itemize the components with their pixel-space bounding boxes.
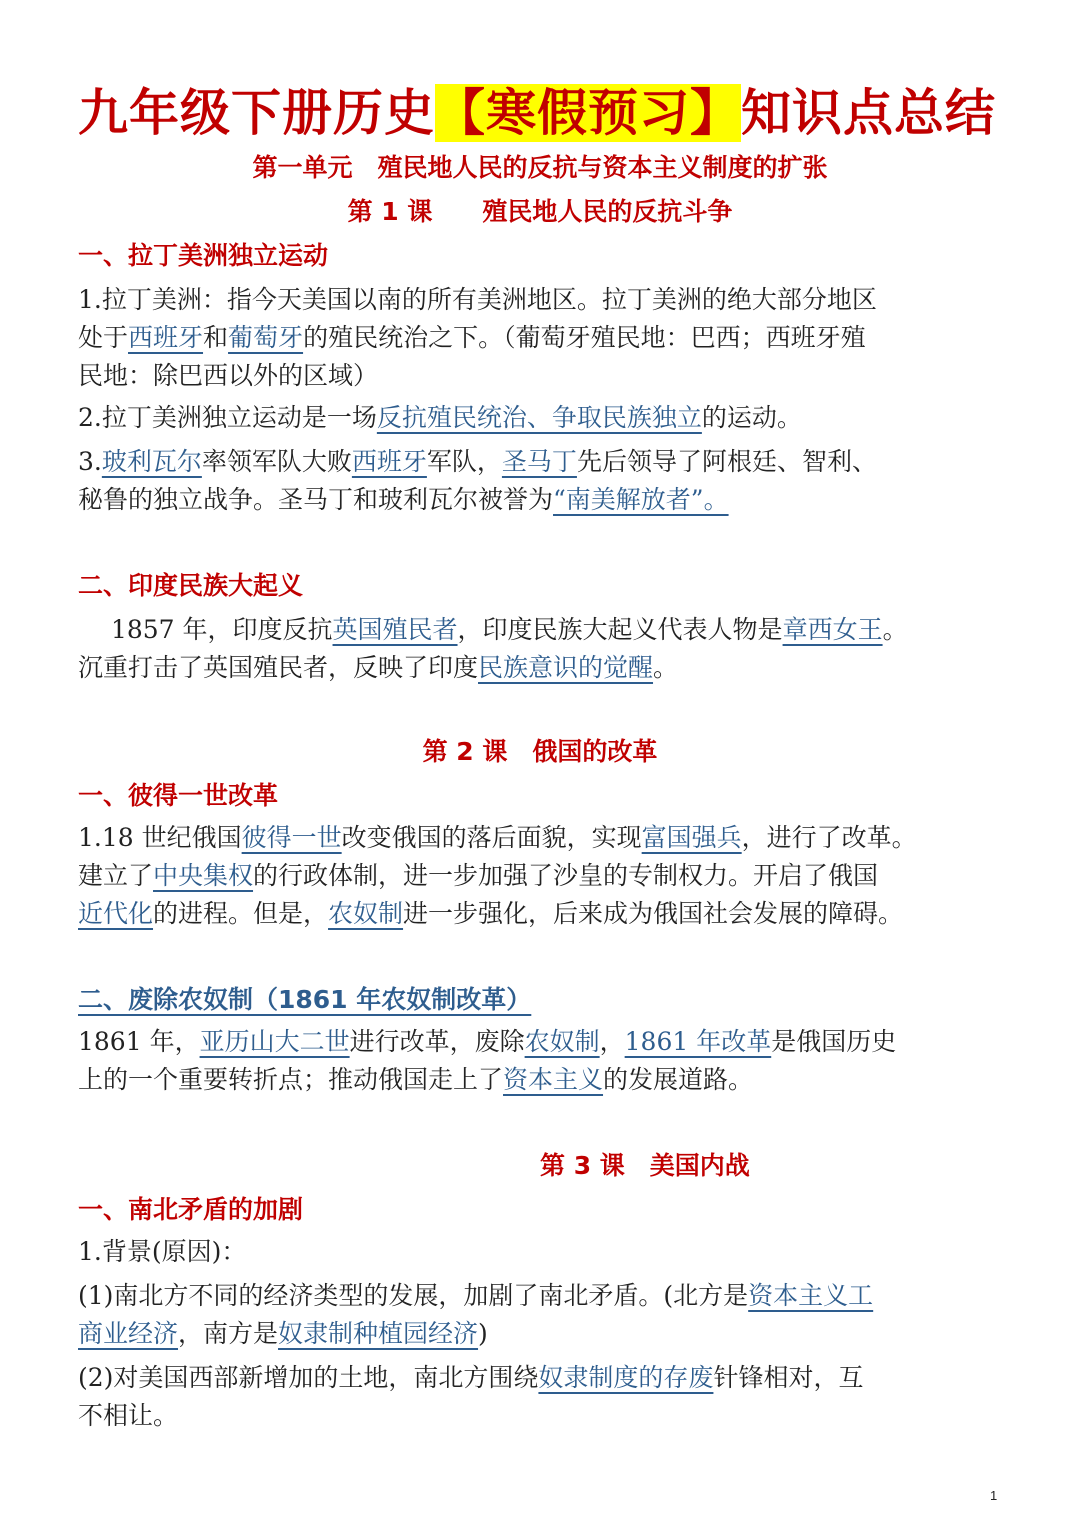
page-title: 九年级下册历史【寒假预习】知识点总结 (78, 84, 996, 142)
term-1861-reform: 1861 年改革 (624, 1027, 772, 1056)
lesson1-p3-line1: 3.玻利瓦尔率领军队大败西班牙军队，圣马丁先后领导了阿根廷、智利、 (78, 447, 877, 476)
term-bolivar: 玻利瓦尔 (101, 447, 202, 476)
lesson3-p1-line1: (1)南北方不同的经济类型的发展，加剧了南北矛盾。(北方是资本主义工 (78, 1281, 874, 1310)
term-rani-jhansi: 章西女王 (782, 615, 883, 644)
lesson2-section2-title: 二、废除农奴制（1861 年农奴制改革） (78, 985, 532, 1014)
lesson1-s2-line1: 1857 年，印度反抗英国殖民者，印度民族大起义代表人物是章西女王。 (78, 615, 908, 644)
lesson1-p1-line3: 民地：除巴西以外的区域） (78, 361, 379, 390)
lesson1-section1-title: 一、拉丁美洲独立运动 (78, 241, 329, 270)
lesson3-p2-line1: (2)对美国西部新增加的土地，南北方围绕奴隶制度的存废针锋相对，互 (78, 1363, 864, 1392)
lesson2-s1-line1: 1.18 世纪俄国彼得一世改变俄国的落后面貌，实现富国强兵，进行了改革。 (78, 823, 917, 852)
lesson3-section1-title: 一、南北矛盾的加剧 (78, 1195, 304, 1224)
term-alexander-ii: 亚历山大二世 (199, 1027, 350, 1056)
term-plantation-economy: 奴隶制种植园经济 (278, 1319, 479, 1348)
term-british-colonizers: 英国殖民者 (332, 615, 458, 644)
term-anticolonial: 反抗殖民统治、争取民族独立 (376, 403, 702, 432)
term-spain-2: 西班牙 (351, 447, 427, 476)
lesson2-s2-line1: 1861 年，亚历山大二世进行改革，废除农奴制，1861 年改革是俄国历史 (78, 1027, 897, 1056)
lesson2-s2-line2: 上的一个重要转折点；推动俄国走上了资本主义的发展道路。 (78, 1065, 754, 1094)
lesson1-p2: 2.拉丁美洲独立运动是一场反抗殖民统治、争取民族独立的运动。 (78, 403, 802, 432)
term-rich-strong: 富国强兵 (641, 823, 742, 852)
lesson1-section2-title: 二、印度民族大起义 (78, 571, 304, 600)
lesson2-s1-line3: 近代化的进程。但是，农奴制进一步强化，后来成为俄国社会发展的障碍。 (78, 899, 904, 928)
term-capitalism: 资本主义 (503, 1065, 604, 1094)
term-spain: 西班牙 (128, 323, 204, 352)
lesson2-section1-title: 一、彼得一世改革 (78, 781, 279, 810)
term-serfdom: 农奴制 (328, 899, 404, 928)
term-centralization: 中央集权 (153, 861, 254, 890)
lesson2-heading: 第 2 课 俄国的改革 (422, 737, 658, 766)
term-liberator: “南美解放者”。 (553, 485, 729, 514)
lesson2-s1-line2: 建立了中央集权的行政体制，进一步加强了沙皇的专制权力。开启了俄国 (78, 861, 879, 890)
term-peter-the-great: 彼得一世 (241, 823, 342, 852)
lesson1-p1-line2: 处于西班牙和葡萄牙的殖民统治之下。（葡萄牙殖民地：巴西；西班牙殖 (78, 323, 866, 352)
term-serfdom-2: 农奴制 (524, 1027, 600, 1056)
unit-heading: 第一单元 殖民地人民的反抗与资本主义制度的扩张 (252, 153, 828, 182)
term-national-awakening: 民族意识的觉醒 (478, 653, 654, 682)
lesson3-p1-line2: 商业经济，南方是奴隶制种植园经济) (78, 1319, 488, 1348)
title-highlight: 【寒假预习】 (435, 84, 741, 142)
page-number: 1 (990, 1488, 998, 1503)
lesson1-p3-line2: 秘鲁的独立战争。圣马丁和玻利瓦尔被誉为“南美解放者”。 (78, 485, 729, 514)
lesson3-p2-line2: 不相让。 (78, 1401, 179, 1430)
lesson1-s2-line2: 沉重打击了英国殖民者，反映了印度民族意识的觉醒。 (78, 653, 679, 682)
term-capitalist-economy: 资本主义工 (748, 1281, 874, 1310)
term-capitalist-economy-cont: 商业经济 (78, 1319, 179, 1348)
term-san-martin: 圣马丁 (501, 447, 577, 476)
lesson1-p1-line1: 1.拉丁美洲：指今天美国以南的所有美洲地区。拉丁美洲的绝大部分地区 (78, 285, 877, 314)
term-slavery-question: 奴隶制度的存废 (538, 1363, 714, 1392)
lesson3-heading: 第 3 课 美国内战 (540, 1151, 750, 1180)
term-modernization: 近代化 (78, 899, 154, 928)
lesson1-heading: 第 1 课 殖民地人民的反抗斗争 (347, 197, 733, 226)
lesson3-background: 1.背景(原因)： (78, 1237, 247, 1266)
term-portugal: 葡萄牙 (228, 323, 304, 352)
